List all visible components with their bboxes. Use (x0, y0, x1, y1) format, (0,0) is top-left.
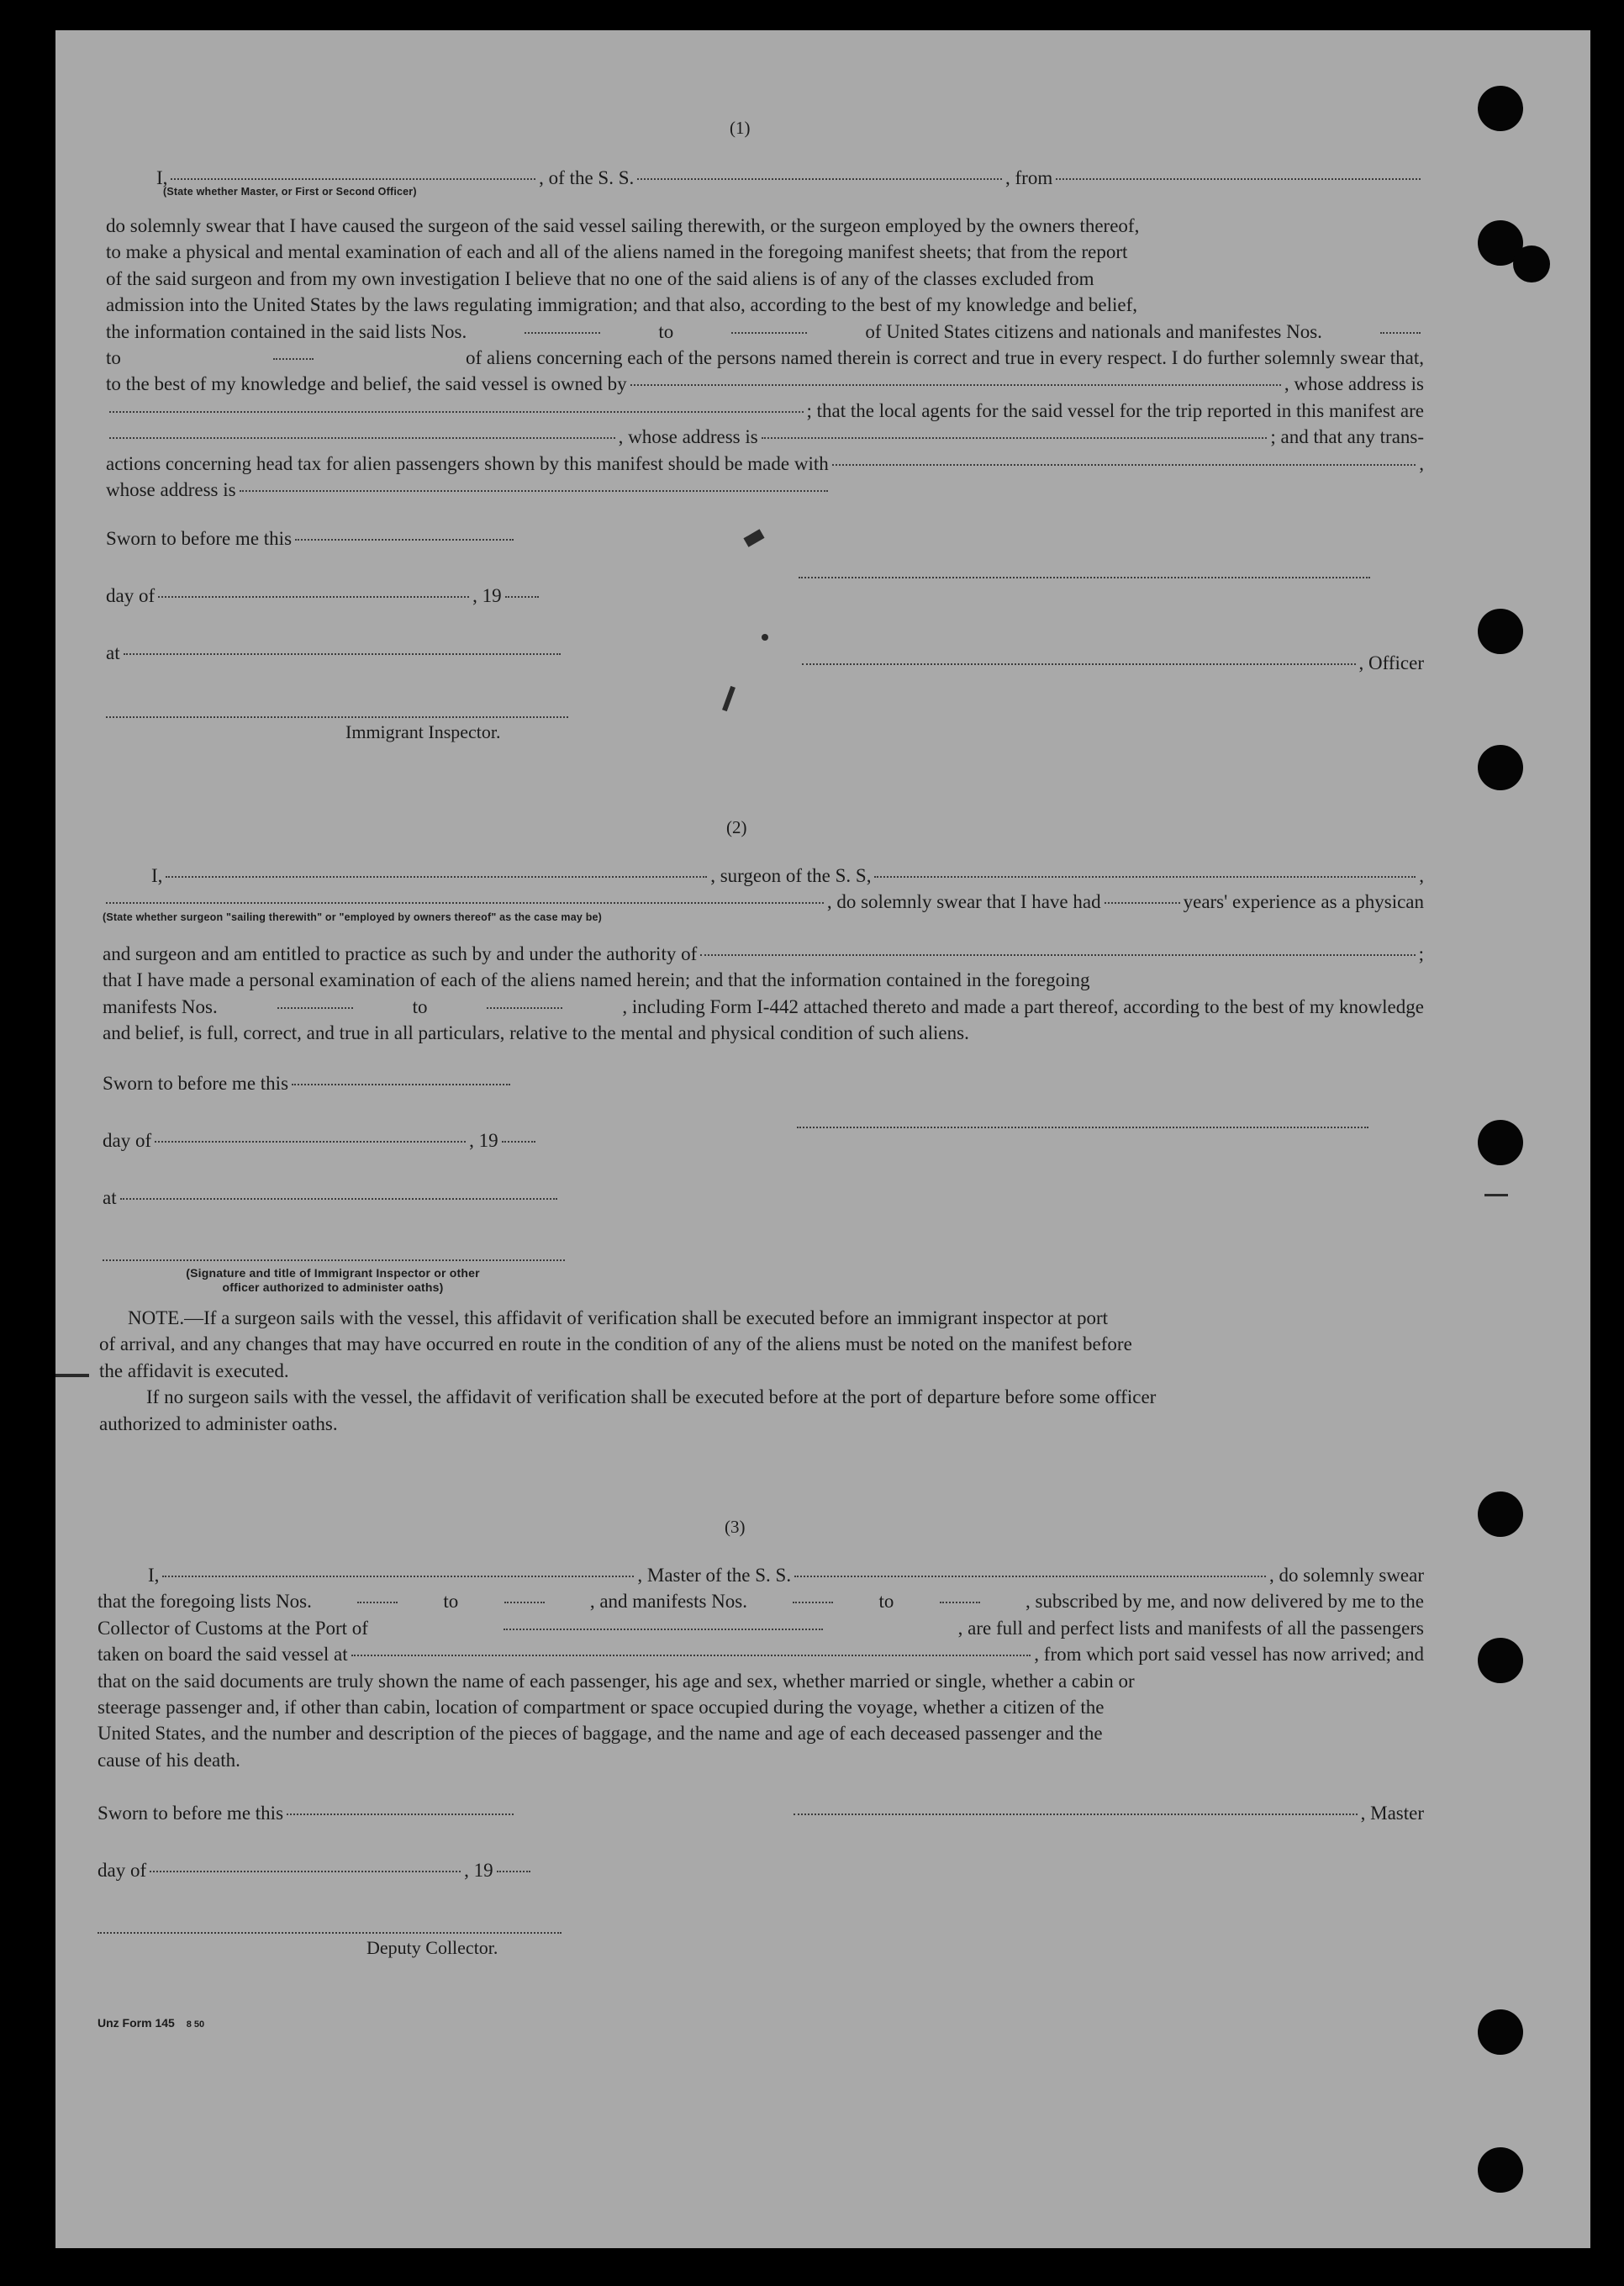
s1-owner-field[interactable] (630, 384, 1281, 386)
s2-at-label: at (103, 1187, 117, 1208)
s1-comma: , (1419, 452, 1424, 474)
s1-line: admission into the United States by the laws regulating immigration; and that also, according to the best of my knowledge and belief, (106, 294, 1138, 316)
s1-officer-note: (State whether Master, or First or Second Officer) (163, 186, 417, 198)
s3-collector-caption: Deputy Collector. (366, 1937, 498, 1958)
s2-signature-note-1: (Signature and title of Immigrant Inspector or other (186, 1266, 480, 1280)
s1-officer-signature-line[interactable] (799, 577, 1370, 578)
s2-day-field[interactable] (155, 1141, 466, 1143)
s3-master-label: , Master (1360, 1803, 1424, 1824)
s1-from-field[interactable] (1056, 178, 1421, 180)
s1-owned-label: to the best of my knowledge and belief, the said vessel is owned by (106, 373, 627, 395)
s3-day-label: day of (98, 1860, 147, 1881)
binder-hole (1478, 745, 1523, 790)
s1-vessel-field[interactable] (637, 178, 1002, 180)
section-2-paragraph (103, 941, 1424, 1047)
s1-day-row (106, 585, 542, 607)
s1-manifests-field[interactable] (1380, 332, 1421, 334)
s2-inspector-signature-line[interactable] (103, 1259, 565, 1261)
ink-mark (55, 1374, 89, 1377)
s2-at-row (103, 1187, 561, 1209)
s2-day-label: day of (103, 1130, 152, 1151)
s2-swear-label: , do solemnly swear that I have had (826, 891, 1101, 913)
binder-hole (1513, 245, 1550, 282)
form-number-text: Unz Form 145 (98, 2016, 175, 2030)
s3-line: United States, and the number and description of the pieces of baggage, and the name and age of each deceased passenger and the (98, 1723, 1103, 1745)
note-line: NOTE.—If a surgeon sails with the vessel, this affidavit of verification shall be executed before an immigrant inspector at port (128, 1307, 1109, 1328)
s3-vessel-field[interactable] (794, 1576, 1266, 1577)
s3-lists-text: , are full and perfect lists and manifests of all the passengers (957, 1617, 1424, 1639)
s1-agents-label: ; that the local agents for the said vessel for the trip reported in this manifest are (806, 399, 1424, 421)
section-2-number: (2) (726, 817, 747, 837)
s3-manifests-to-field[interactable] (940, 1602, 980, 1603)
s2-authority-field[interactable] (700, 954, 1415, 956)
s3-master-signature-field[interactable] (794, 1813, 1358, 1815)
s3-year-field[interactable] (497, 1871, 530, 1872)
s2-experience-label: years' experience as a physican (1183, 891, 1424, 913)
s3-ss-label: , Master of the S. S. (637, 1565, 792, 1586)
s1-agents-address-label: , whose address is (618, 426, 758, 448)
s2-authority-label: and surgeon and am entitled to practice as such by and under the authority of (103, 943, 698, 964)
section-1-number: (1) (730, 118, 751, 138)
ink-mark (722, 686, 736, 711)
s3-to-label: to (443, 1591, 459, 1613)
s1-ss-label: , of the S. S. (539, 167, 635, 188)
s3-day-field[interactable] (150, 1871, 461, 1872)
s1-line: of the said surgeon and from my own investigation I believe that no one of the said aliens is of any of the classes excluded from (106, 267, 1094, 289)
s1-lists-from-field[interactable] (525, 332, 600, 334)
s2-year-field[interactable] (502, 1141, 535, 1143)
s2-sworn-field[interactable] (292, 1084, 510, 1085)
note-line: If no surgeon sails with the vessel, the affidavit of verification shall be executed before at the port of departure before some officer (146, 1386, 1157, 1408)
s1-at-row (106, 642, 564, 664)
s3-collector-signature-line[interactable] (98, 1932, 562, 1934)
s2-i-label: I, (151, 865, 163, 886)
s2-manifests-from-field[interactable] (277, 1007, 353, 1009)
ink-mark (1484, 1194, 1508, 1196)
s2-signature-note-2: officer authorized to administer oaths) (222, 1280, 444, 1294)
s3-master-name-field[interactable] (162, 1576, 634, 1577)
s1-agents-field[interactable] (109, 437, 615, 439)
binder-hole (1478, 1120, 1523, 1165)
s3-sworn-row (98, 1803, 517, 1824)
s2-manifests-label: manifests Nos. (103, 995, 218, 1017)
form-sheet (55, 30, 1590, 2248)
s1-inspector-caption: Immigrant Inspector. (345, 721, 501, 742)
s3-board-field[interactable] (351, 1655, 1031, 1656)
binder-hole (1478, 1638, 1523, 1683)
s3-year-label: , 19 (464, 1860, 493, 1881)
s2-surgeon-name-field[interactable] (166, 876, 707, 878)
s2-vessel-field[interactable] (874, 876, 1416, 878)
s1-officer-label: , Officer (1358, 652, 1424, 673)
binder-hole (1478, 86, 1523, 131)
s3-sworn-field[interactable] (287, 1813, 514, 1815)
s2-day-row (103, 1130, 539, 1152)
s1-aliens-text: of aliens concerning each of the persons named therein is correct and true in every respect. I do further solemnly swear that, (466, 346, 1424, 368)
s3-arrived-text: , from which port said vessel has now arrived; and (1034, 1644, 1424, 1666)
s3-subscribed-text: , subscribed by me, and now delivered by me to the (1025, 1591, 1424, 1613)
s1-day-field[interactable] (158, 596, 469, 598)
s1-officer-name-field[interactable] (802, 663, 1356, 665)
s2-years-field[interactable] (1105, 902, 1180, 904)
s1-year-field[interactable] (505, 596, 539, 598)
s2-year-label: , 19 (469, 1130, 498, 1151)
s2-surgeon-type-field[interactable] (106, 902, 824, 904)
note-line: authorized to administer oaths. (99, 1412, 338, 1434)
s1-sworn-field[interactable] (295, 539, 514, 541)
s2-at-field[interactable] (120, 1198, 557, 1200)
s1-whose-address-field[interactable] (240, 490, 828, 492)
s1-to-label: to (106, 346, 121, 368)
s1-owner-address-label: , whose address is (1284, 373, 1424, 395)
s1-at-field[interactable] (124, 653, 561, 655)
s2-line: that I have made a personal examination of each of the aliens named herein; and that the information contained in the foregoing (103, 969, 1090, 991)
s1-line: do solemnly swear that I have caused the surgeon of the said vessel sailing therewith, or the surgeon employed by the owners thereof, (106, 215, 1140, 236)
s1-i-label: I, (156, 167, 168, 188)
s2-signature-note (140, 1266, 526, 1295)
s2-sworn-label: Sworn to before me this (103, 1073, 289, 1094)
s1-to-label: to (658, 320, 674, 342)
binder-hole (1478, 609, 1523, 654)
s3-line: cause of his death. (98, 1749, 240, 1771)
section-1-paragraph (106, 213, 1424, 503)
s3-port-field[interactable] (504, 1629, 823, 1630)
s1-lists-label: the information contained in the said lists Nos. (106, 320, 467, 342)
binder-hole (1478, 2009, 1523, 2055)
s1-whose-address-label: whose address is (106, 478, 236, 500)
s2-manifests-to-field[interactable] (487, 1007, 562, 1009)
s3-sworn-label: Sworn to before me this (98, 1803, 284, 1824)
s2-line: and belief, is full, correct, and true in all particulars, relative to the mental and physical condition of such aliens. (103, 1022, 969, 1044)
s1-inspector-signature-line[interactable] (106, 716, 568, 718)
s3-day-row (98, 1860, 534, 1882)
s3-manifests-from-field[interactable] (793, 1602, 833, 1603)
s3-line: steerage passenger and, if other than cabin, location of compartment or space occupied during the voyage, whether a citizen of the (98, 1696, 1105, 1718)
s3-swear-label: , do solemnly swear (1269, 1565, 1425, 1586)
section-2-body (103, 863, 1424, 916)
s1-from-label: , from (1005, 167, 1053, 188)
s1-officer-field[interactable] (171, 178, 535, 180)
s2-to-label: to (412, 995, 428, 1017)
binder-hole (1478, 2147, 1523, 2193)
s1-owner-address-field[interactable] (109, 411, 804, 413)
s3-to-label: to (878, 1591, 894, 1613)
section-3-number: (3) (725, 1517, 746, 1537)
s1-head-tax-field[interactable] (832, 464, 1416, 466)
section-3-body (98, 1562, 1424, 1773)
s3-line: that on the said documents are truly shown the name of each passenger, his age and sex, whether married or single, whether a cabin or (98, 1670, 1135, 1692)
s2-surgeon-signature-line[interactable] (797, 1127, 1368, 1128)
form-number (98, 2016, 204, 2030)
note-line: of arrival, and any changes that may have occurred en route in the condition of any of the aliens must be noted on the manifest before (99, 1333, 1132, 1355)
s1-agents-address-field[interactable] (762, 437, 1268, 439)
ink-mark (762, 634, 768, 641)
s2-sworn-row (103, 1073, 514, 1095)
s3-manifests-label: , and manifests Nos. (589, 1591, 748, 1613)
s1-officer-row (799, 652, 1424, 674)
s2-comma: , (1419, 865, 1425, 886)
s1-lists-to-field[interactable] (731, 332, 807, 334)
s2-surgeon-note: (State whether surgeon "sailing therewith" or "employed by owners thereof" as the case may be) (103, 911, 603, 923)
s3-master-row (790, 1803, 1424, 1824)
s1-manifests-to-field[interactable] (273, 358, 314, 360)
note-paragraph (99, 1305, 1424, 1437)
s3-lists-label: that the foregoing lists Nos. (98, 1591, 312, 1613)
form-code: 8 50 (186, 2019, 205, 2030)
s2-semicolon: ; (1418, 943, 1424, 964)
s3-lists-from-field[interactable] (357, 1602, 398, 1603)
s3-lists-to-field[interactable] (504, 1602, 545, 1603)
s2-ss-label: , surgeon of the S. S, (710, 865, 872, 886)
s1-year-label: , 19 (472, 585, 502, 606)
s1-head-tax-label: actions concerning head tax for alien passengers shown by this manifest should be made with (106, 452, 829, 474)
s2-form-text: , including Form I-442 attached thereto and made a part thereof, according to the best of my knowledge (622, 995, 1424, 1017)
s1-sworn-label: Sworn to before me this (106, 528, 293, 549)
ink-mark (743, 529, 764, 546)
binder-hole (1478, 1491, 1523, 1537)
note-line: the affidavit is executed. (99, 1359, 289, 1381)
s1-transactions-label: ; and that any trans- (1270, 426, 1425, 448)
s3-i-label: I, (148, 1565, 160, 1586)
s1-day-label: day of (106, 585, 156, 606)
s3-board-label: taken on board the said vessel at (98, 1644, 348, 1666)
s1-manifests-label: of United States citizens and nationals and manifestes Nos. (865, 320, 1322, 342)
s1-at-label: at (106, 642, 120, 663)
s3-port-label: Collector of Customs at the Port of (98, 1617, 368, 1639)
s1-sworn-row (106, 528, 517, 550)
s1-line: to make a physical and mental examination of each and all of the aliens named in the foregoing manifest sheets; that from the report (106, 241, 1128, 263)
